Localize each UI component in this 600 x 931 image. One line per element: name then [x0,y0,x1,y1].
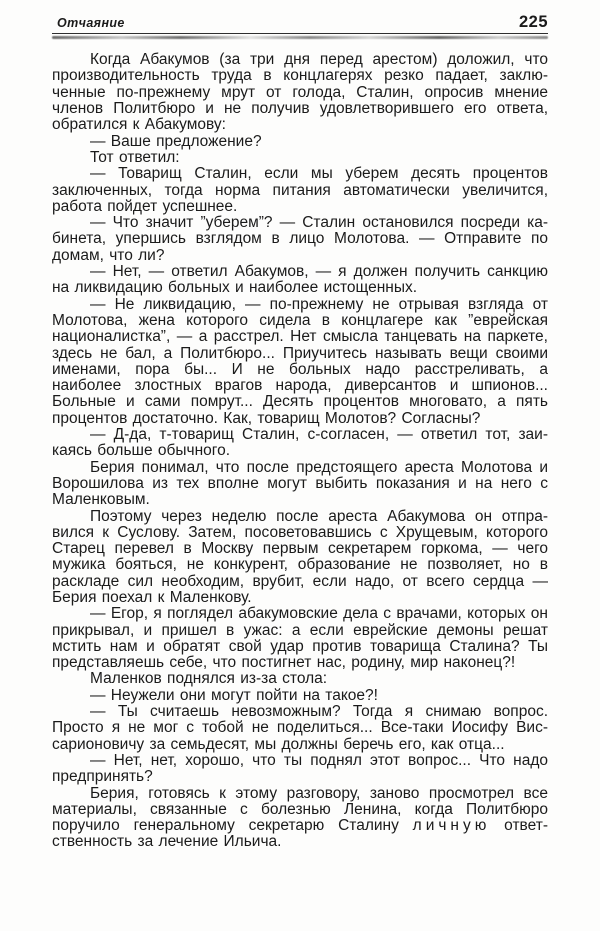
page-header [52,13,548,32]
paragraph: — Егор, я поглядел абакумовские дела с врачами, которых он прикрывал, и пришел в ужас: а если еврейские демоны решат мстить нам и обратят свой удар против товарища Сталина? Ты представляешь себе, что постигнет нас, родину, мир наконец?! [52,605,548,672]
header-rule-smudge [52,36,548,39]
emphasized-text: личную [412,817,491,835]
paragraph: — Нет, — ответил Абакумов, — я должен получить санкцию на ликвидацию больных и наиболее истощенных. [52,263,548,297]
paragraph-text: ответственность за лечение Ильича. [52,817,548,851]
paragraph: — Что значит ”уберем”? — Сталин остановился посреди кабинета, упершись взглядом в лицо Молотова. — Отправите по домам, что ли? [52,214,548,264]
paragraph: — Ваше предложение? [90,132,262,150]
running-title: Отчаяние [57,16,125,30]
paragraph: Поэтому через неделю после ареста Абакумова он отправился к Суслову. Затем, посоветовавшись с Хрущевым, которого Старец перевел в Москву первым секретарем горкома, — чего мужика бояться, не конкурент, образование не позволяет, но в раскладе сил необходим, врубит, если надо, от всего сердца — Берия поехал к Маленкову. [52,507,548,606]
paragraph: Маленков поднялся из-за стола: [90,670,328,688]
paragraph [52,786,548,851]
header-rule [52,33,548,34]
page-body [52,52,548,851]
paragraph: — Не ликвидацию, — по-прежнему не отрывая взгляда от Молотова, жена которого сидела в концлагере как ”еврейская националистка”, — а расстрел. Нет смысла танцевать на паркете, здесь не бал, а Политбюро... Приучитесь называть вещи своими именами, пора бы... И не больных надо расстреливать, а наиболее злостных врагов народа, диверсантов и шпионов... Больные и сами помрут... Десять процентов многовато, а пять процентов достаточно. Как, товарищ Молотов? Согласны? [52,295,548,427]
paragraph: — Ты считаешь невозможным? Тогда я снимаю вопрос. Просто я не мог с тобой не поделиться... Все-таки Иосифу Виссарионовичу за семьдесят, мы должны беречь его, как отца... [52,703,548,753]
paragraph: — Д-да, т-товарищ Сталин, с-согласен, — ответил тот, заикаясь больше обычного. [52,426,548,460]
paragraph-text: Берия, готовясь к этому разговору, заново просмотрел все материалы, связанные с болезнью Ленина, когда Политбюро поручило генеральному секретарю Сталину [52,784,548,835]
paragraph: — Нет, нет, хорошо, что ты поднял этот вопрос... Что надо предпринять? [52,751,548,786]
paragraph: — Неужели они могут пойти на такое?! [90,686,378,704]
page-number: 225 [518,13,548,31]
paragraph: Когда Абакумов (за три дня перед арестом) доложил, что производительность труда в концлагерях резко падает, заключенные по-прежнему мрут от голода, Сталин, опросив мнение членов Политбюро и не получив удовлетворившего его ответа, обратился к Абакумову: [52,51,548,134]
paragraph: Берия понимал, что после предстоящего ареста Молотова и Ворошилова из тех вполне могут выбить показания и на него с Маленковым. [52,458,548,509]
paragraph: Тот ответил: [90,148,180,166]
paragraph: — Товарищ Сталин, если мы уберем десять процентов заключенных, тогда норма питания автоматически увеличится, работа пойдет успешнее. [52,165,548,215]
